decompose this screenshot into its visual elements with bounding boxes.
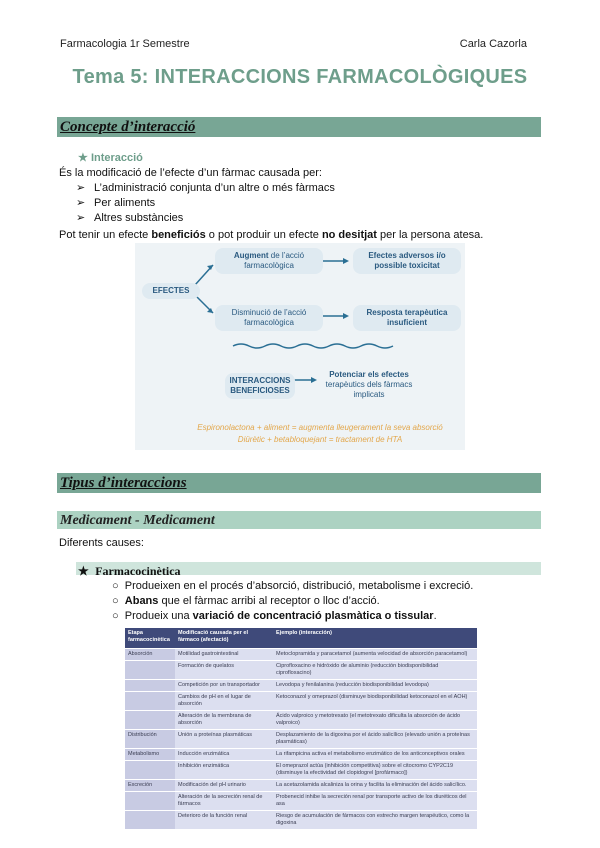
effect-sentence-post: per la persona atesa. — [376, 229, 484, 241]
table-row — [125, 711, 477, 730]
effect-no-desitjat: no desitjat — [321, 229, 377, 241]
table-cell: Metabolismo — [125, 749, 175, 761]
bullet-interaccio — [78, 151, 143, 165]
table-body — [125, 649, 477, 830]
list-item-label: Altres substàncies — [94, 212, 184, 224]
pharmacokinetics-table — [125, 628, 477, 830]
table-cell: Inhibición enzimática — [175, 761, 273, 780]
table-cell: Modificación del pH urinario — [175, 780, 273, 792]
effects-diagram — [135, 243, 465, 450]
table-cell — [125, 661, 175, 680]
node-disminucio-rest: de l’acció farmacològica — [244, 308, 307, 327]
table-cell: Competición por un transportador — [175, 680, 273, 692]
node-augment-bold: Augment — [233, 251, 269, 260]
list-item — [76, 181, 335, 195]
causes-intro: Diferents causes: — [59, 537, 144, 549]
table-row — [125, 811, 477, 830]
diagram-arrows — [135, 243, 465, 450]
sub-item-bold: variació de concentració plasmàtica o tissular — [192, 610, 434, 622]
example-2: Diürètic + betabloquejant = tractament de HTA — [237, 435, 403, 444]
table-cell: Absorción — [125, 649, 175, 661]
section-medicament-title: Medicament - Medicament — [60, 513, 215, 528]
table-row — [125, 661, 477, 680]
list-item-label: L’administració conjunta d’un altre o més fàrmacs — [94, 182, 335, 194]
node-augment — [215, 248, 323, 274]
table-row — [125, 761, 477, 780]
node-potenciar — [321, 370, 417, 400]
table-cell: El omeprazol actúa (inhibición competitiva) sobre el citocromo CYP2C19 (disminuye la efectividad del clopidogrel [profármaco]) — [273, 761, 477, 780]
node-adversos: Efectes adversos i/o possible toxicitat — [353, 248, 461, 274]
arrow-bullet-icon: ➢ — [76, 197, 86, 209]
sub-item-label: que el fàrmac arribi al receptor o lloc d’acció. — [158, 595, 380, 607]
table-cell: Ciprofloxacino e hidróxido de aluminio (reducción biodisponibilidad ciprofloxacino) — [273, 661, 477, 680]
example-1: Espironolactona + aliment = augmenta lleugerament la seva absorció — [197, 423, 443, 432]
table-cell: Metoclopramida y paracetamol (aumenta velocidad de absorción paracetamol) — [273, 649, 477, 661]
table-row — [125, 692, 477, 711]
section-medicament — [57, 511, 541, 529]
table-cell: Motilidad gastrointestinal — [175, 649, 273, 661]
sub-item — [112, 579, 473, 593]
table-cell: Ácido valproico y metotrexato (el metotrexato dificulta la absorción de ácido valproico) — [273, 711, 477, 730]
table-cell: La rifampicina activa el metabolismo enzimático de los anticonceptivos orales — [273, 749, 477, 761]
effect-beneficios: beneficiós — [151, 229, 206, 241]
circle-bullet-icon: ○ — [112, 580, 119, 592]
table-header-row — [125, 628, 477, 649]
node-resposta: Resposta terapèutica insuficient — [353, 305, 461, 331]
table-header: Modificació causada per el fàrmaco (afectació) — [175, 628, 273, 649]
farmacocinetica-label: Farmacocinètica — [95, 564, 181, 578]
section-concepte — [57, 117, 541, 137]
table-cell: Inducción enzimática — [175, 749, 273, 761]
node-disminucio — [215, 305, 323, 331]
table-header: Etapa farmacocinètica — [125, 628, 175, 649]
effect-sentence-pre: Pot tenir un efecte — [59, 229, 152, 241]
farmacocinetica-heading — [76, 562, 541, 578]
table-cell: Excreción — [125, 780, 175, 792]
table-cell: Alteración de la secreción renal de fármacos — [175, 792, 273, 811]
table-row — [125, 680, 477, 692]
effect-sentence — [59, 228, 483, 242]
node-efectes: EFECTES — [142, 283, 200, 299]
circle-bullet-icon: ○ — [112, 595, 119, 607]
list-item — [76, 196, 155, 210]
table-cell — [125, 811, 175, 830]
sub-item — [112, 609, 437, 623]
table-cell: Levodopa y fenilalanina (reducción biodisponibilidad levodopa) — [273, 680, 477, 692]
table-row — [125, 749, 477, 761]
table-cell: Desplazamiento de la digoxina por el ácido salicílico (elevado unión a proteínas plasmáticas) — [273, 730, 477, 749]
arrow-bullet-icon: ➢ — [76, 182, 86, 194]
sub-item — [112, 594, 380, 608]
table-cell: Probenecid inhibe la secreción renal por transporte activo de los diuréticos del asa — [273, 792, 477, 811]
table-cell: Distribución — [125, 730, 175, 749]
table-cell: Formación de quelatos — [175, 661, 273, 680]
sub-item-label: Produeix una — [124, 610, 193, 622]
circle-bullet-icon: ○ — [112, 610, 119, 622]
table-cell: Deterioro de la función renal — [175, 811, 273, 830]
sub-item-end: . — [433, 610, 437, 622]
table-cell — [125, 761, 175, 780]
section-concepte-title: Concepte d’interacció — [60, 119, 196, 135]
table-cell — [125, 680, 175, 692]
table-cell: La acetazolamida alcaliniza la orina y facilita la eliminación del ácido salicílico. — [273, 780, 477, 792]
table-row — [125, 780, 477, 792]
table-cell: Riesgo de acumulación de fármacos con estrecho margen terapéutico, como la digoxina — [273, 811, 477, 830]
table-row — [125, 649, 477, 661]
table-cell — [125, 792, 175, 811]
table-row — [125, 792, 477, 811]
table-cell: Unión a proteínas plasmáticas — [175, 730, 273, 749]
node-potenciar-bold: Potenciar els efectes — [329, 370, 409, 379]
list-item-label: Per aliments — [94, 197, 156, 209]
header-left: Farmacologia 1r Semestre — [60, 38, 190, 50]
star-icon: ★ — [78, 564, 89, 578]
bullet-interaccio-label: Interacció — [90, 152, 143, 164]
table-header: Ejemplo (interacción) — [273, 628, 477, 649]
sub-item-bold: Abans — [124, 595, 159, 607]
node-interaccions: INTERACCIONS BENEFICIOSES — [225, 373, 295, 399]
wave-divider — [233, 344, 393, 348]
page-title: Tema 5: INTERACCIONS FARMACOLÒGIQUES — [72, 66, 528, 88]
table-cell — [125, 692, 175, 711]
arrow-bullet-icon: ➢ — [76, 212, 86, 224]
node-augment-rest: de l’acció farmacològica — [244, 251, 305, 270]
node-disminucio-bold: Disminució — [231, 308, 271, 317]
star-icon: ★ — [78, 152, 88, 164]
table-row — [125, 730, 477, 749]
definition-text: És la modificació de l’efecte d’un fàrmac causada per: — [59, 167, 322, 179]
table-cell — [125, 711, 175, 730]
list-item — [76, 211, 183, 225]
table-cell: Alteración de la membrana de absorción — [175, 711, 273, 730]
effect-sentence-mid: o pot produir un efecte — [205, 229, 322, 241]
sub-item-label: Produeixen en el procés d’absorció, distribució, metabolisme i excreció. — [124, 580, 474, 592]
section-tipus-title: Tipus d’interaccions — [60, 475, 187, 491]
section-tipus — [57, 473, 541, 493]
table-cell: Ketoconazol y omeprazol (disminuye biodisponibilidad ketoconazol en el AOH) — [273, 692, 477, 711]
header-right: Carla Cazorla — [459, 38, 527, 50]
node-potenciar-rest: terapèutics dels fàrmacs implicats — [325, 380, 413, 399]
table-cell: Cambios de pH en el lugar de absorción — [175, 692, 273, 711]
